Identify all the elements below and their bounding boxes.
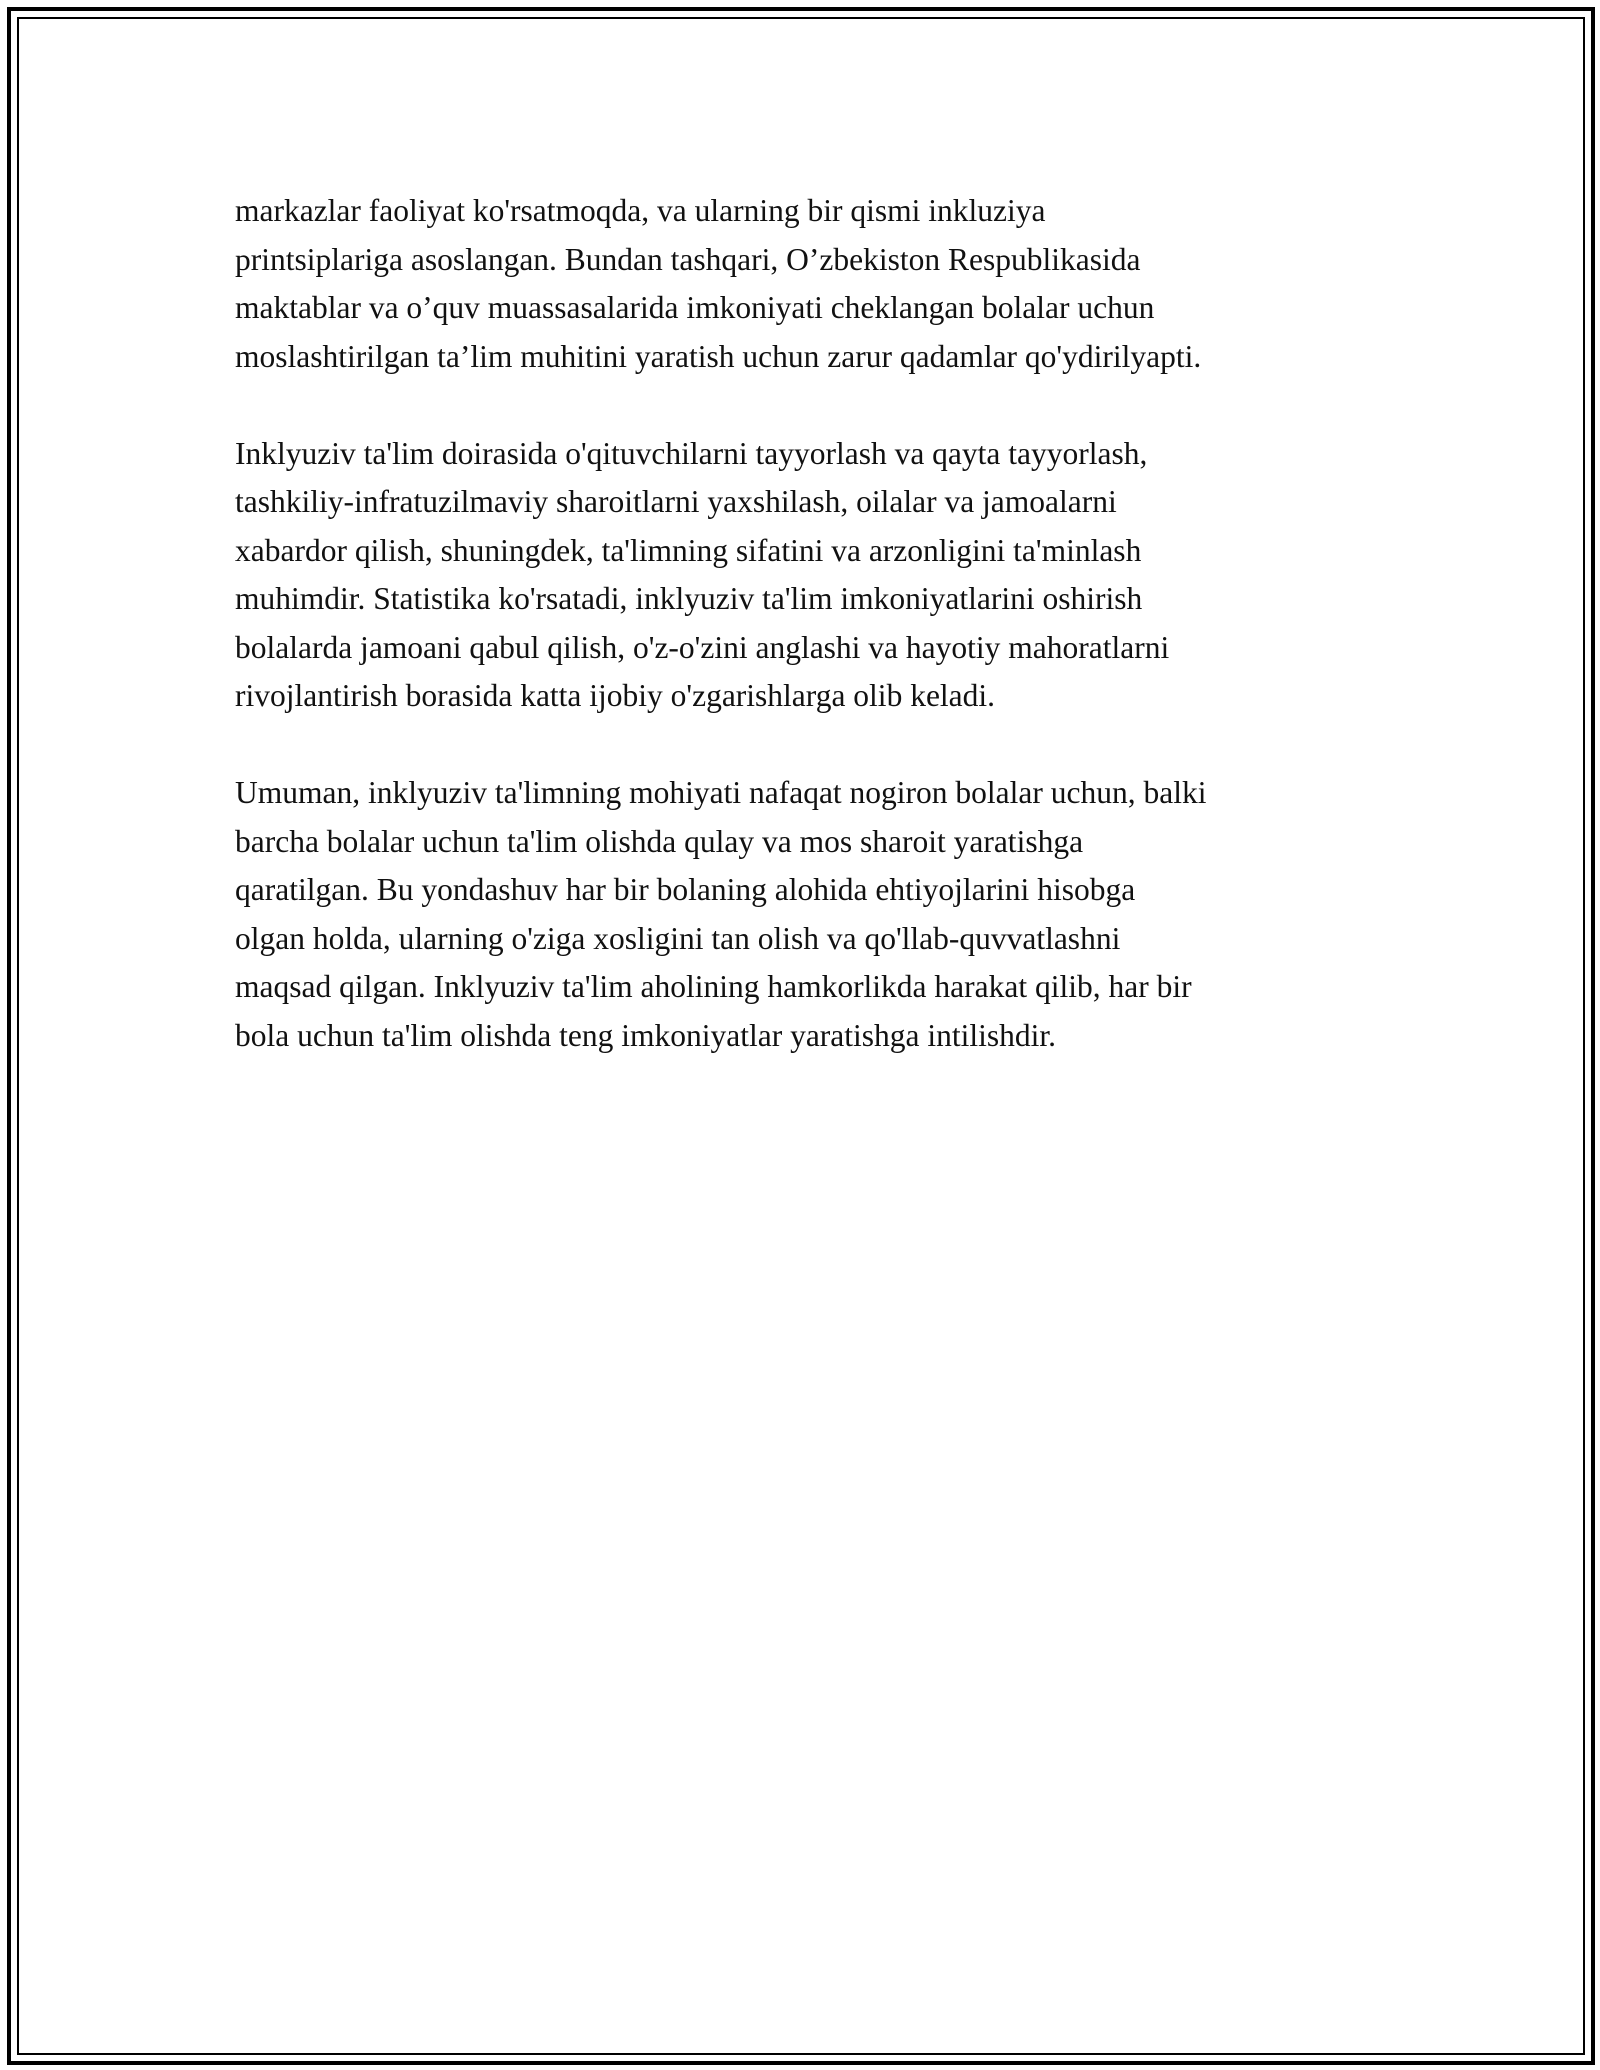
- paragraph-2: [235, 430, 1395, 721]
- text-line: qaratilgan. Bu yondashuv har bir bolaning alohida ehtiyojlarini hisobga: [235, 872, 1136, 907]
- text-line: tashkiliy-infratuzilmaviy sharoitlarni yaxshilash, oilalar va jamoalarni: [235, 484, 1117, 519]
- text-line: moslashtirilgan ta’lim muhitini yaratish uchun zarur qadamlar qo'ydirilyapti.: [235, 338, 1202, 374]
- text-line: bolalarda jamoani qabul qilish, o'z-o'zini anglashi va hayotiy mahoratlarni: [235, 629, 1170, 665]
- paragraph-1: [235, 187, 1395, 381]
- text-line: Umuman, inklyuziv ta'limning mohiyati nafaqat nogiron bolalar uchun, balki: [235, 775, 1207, 810]
- text-line: olgan holda, ularning o'ziga xosligini tan olish va qo'llab-quvvatlashni: [235, 920, 1121, 956]
- text-line: barcha bolalar uchun ta'lim olishda qulay va mos sharoit yaratishga: [235, 823, 1084, 859]
- document-body: [235, 187, 1395, 1109]
- text-line: muhimdir. Statistika ko'rsatadi, inklyuziv ta'lim imkoniyatlarini oshirish: [235, 581, 1143, 616]
- text-line: rivojlantirish borasida katta ijobiy o'zgarishlarga olib keladi.: [235, 678, 996, 713]
- text-line: bola uchun ta'lim olishda teng imkoniyatlar yaratishga intilishdir.: [235, 1017, 1057, 1053]
- text-line: markazlar faoliyat ko'rsatmoqda, va ularning bir qismi inkluziya: [235, 193, 1046, 228]
- text-line: xabardor qilish, shuningdek, ta'limning sifatini va arzonligini ta'minlash: [235, 532, 1142, 568]
- paragraph-3: [235, 769, 1395, 1060]
- text-line: maktablar va o’quv muassasalarida imkoniyati cheklangan bolalar uchun: [235, 290, 1155, 325]
- text-line: printsiplariga asoslangan. Bundan tashqari, O’zbekiston Respublikasida: [235, 241, 1141, 277]
- text-line: Inklyuziv ta'lim doirasida o'qituvchilarni tayyorlash va qayta tayyorlash,: [235, 435, 1148, 471]
- text-line: maqsad qilgan. Inklyuziv ta'lim aholining hamkorlikda harakat qilib, har bir: [235, 969, 1192, 1004]
